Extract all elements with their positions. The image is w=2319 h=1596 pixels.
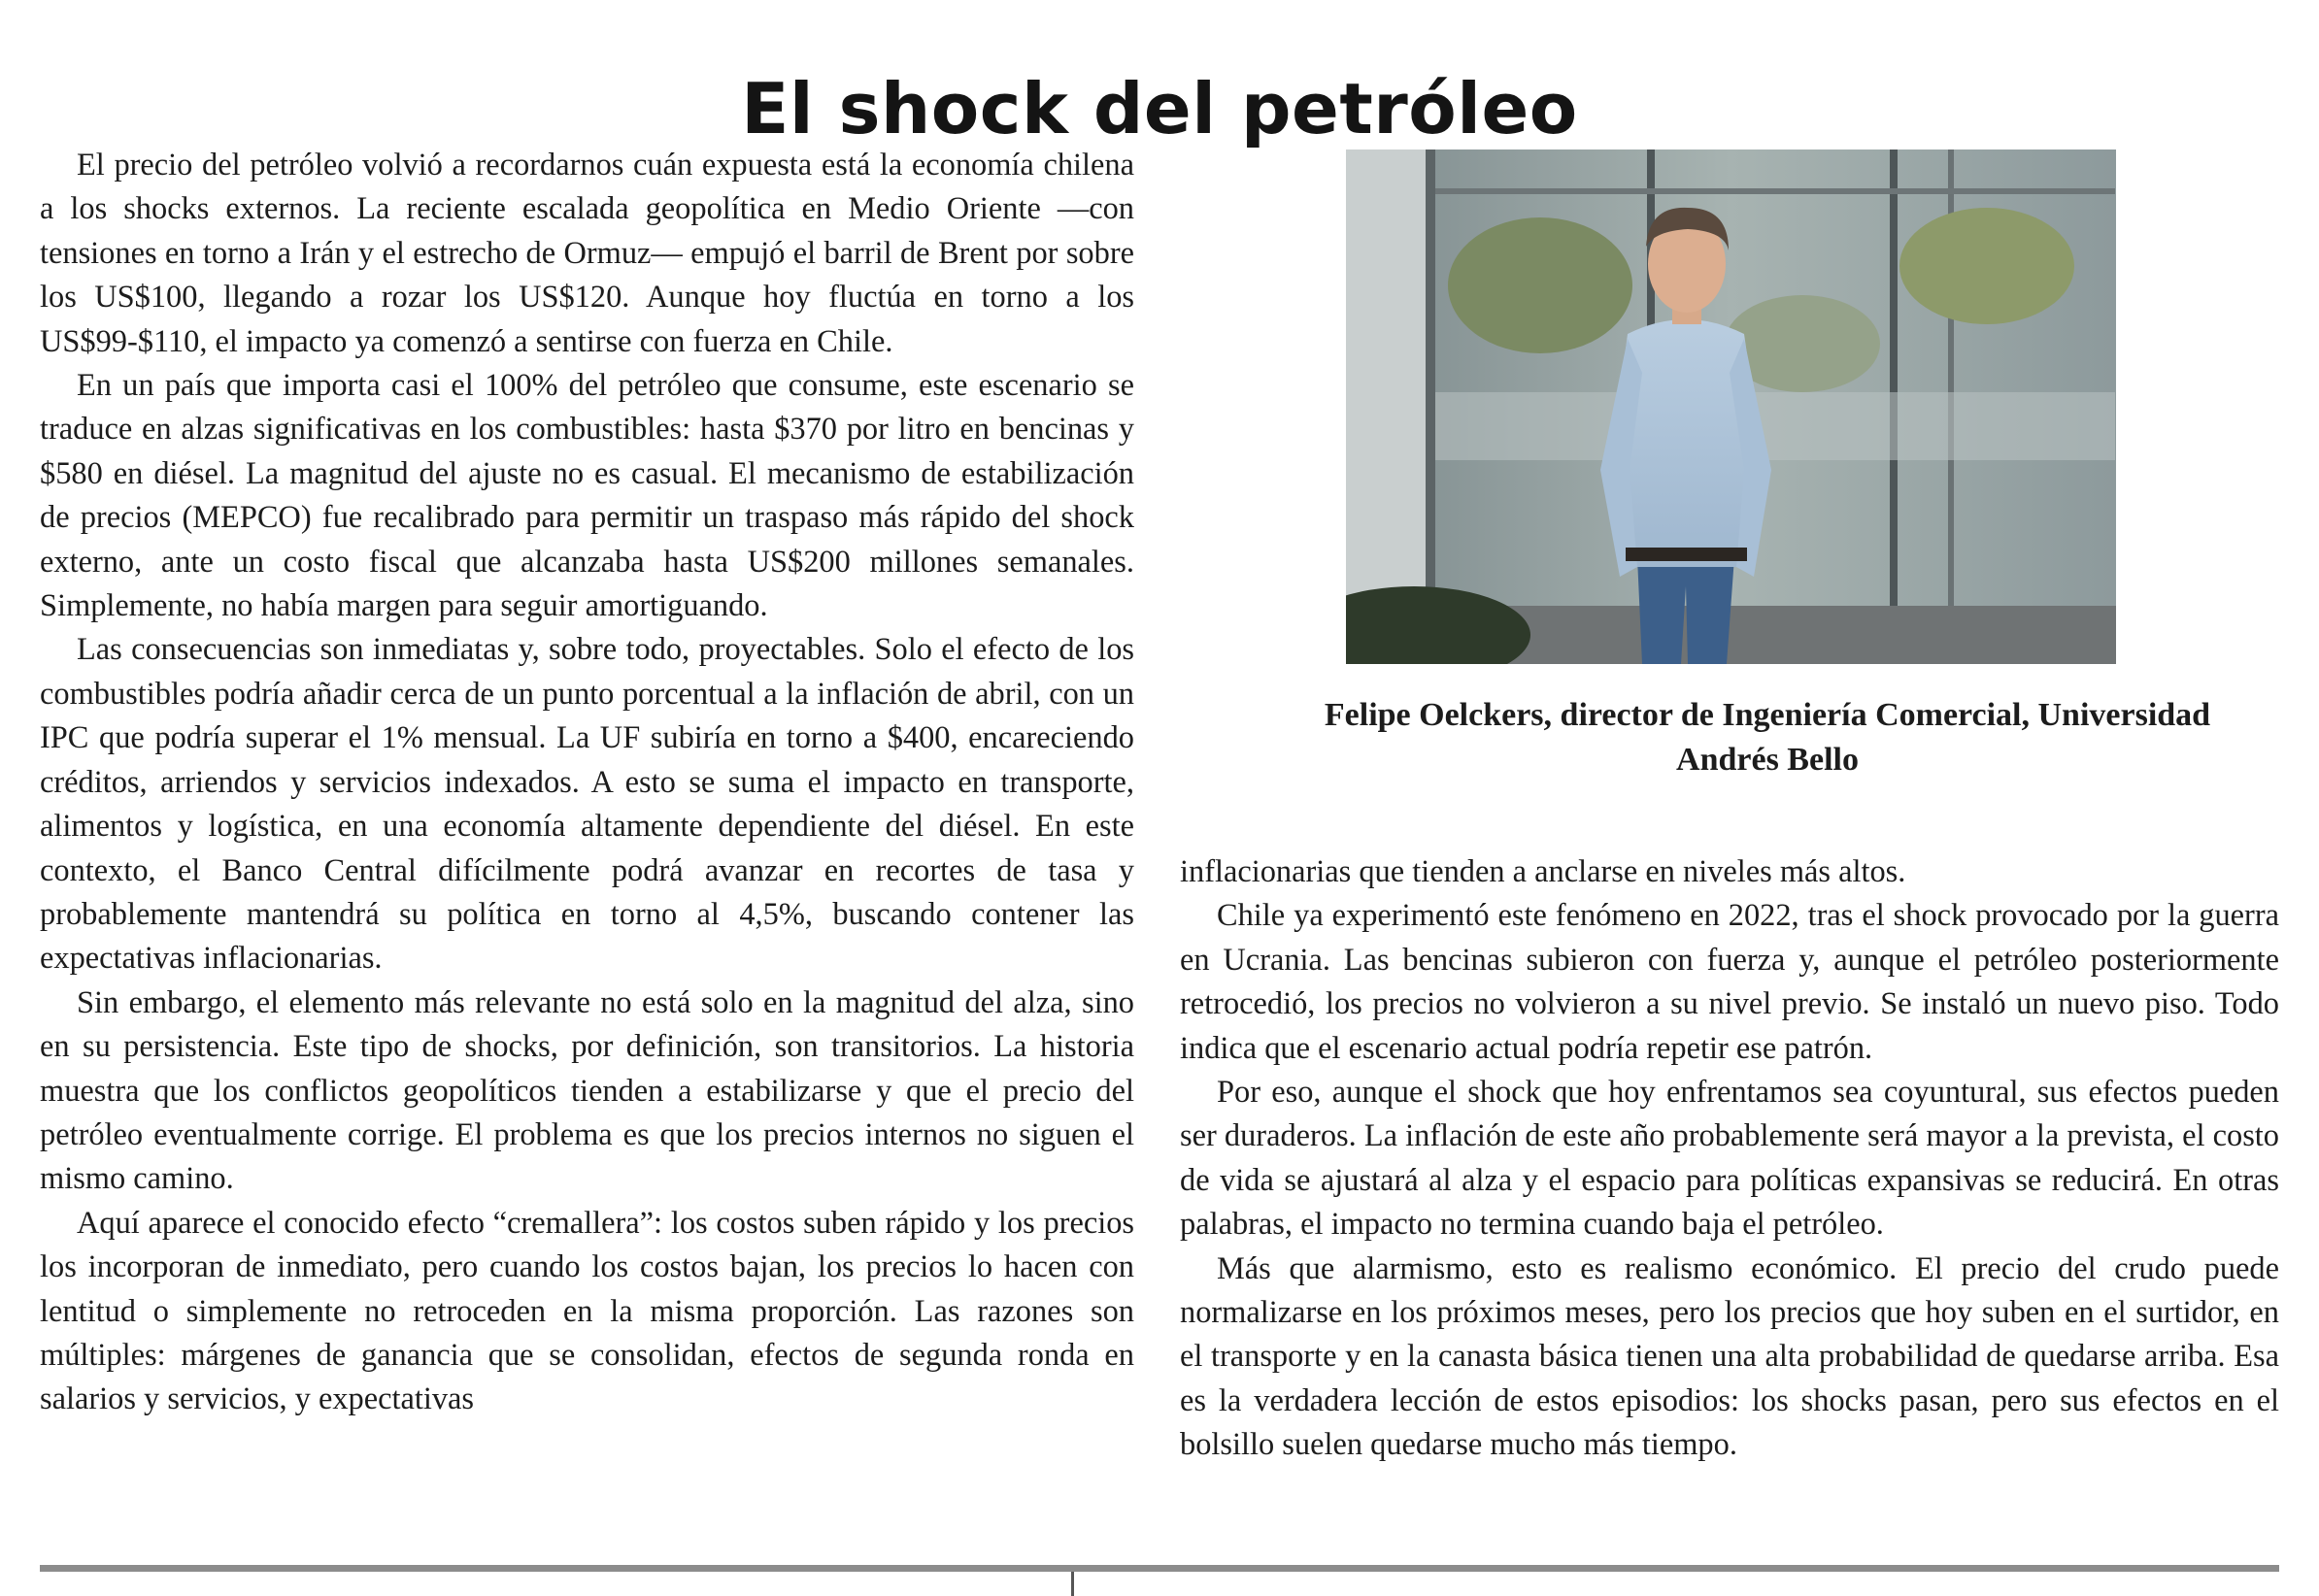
paragraph: Sin embargo, el elemento más relevante no está solo en la magnitud del alza, sino en su persistencia. Este tipo de shocks, por definición, son transitorios. La historia muestra que los conflictos geopolíticos tienden a estabilizarse y que el precio del petróleo eventualmente corrige. El problema es que los precios internos no siguen el mismo camino.	[40, 984, 1134, 1197]
paragraph: El precio del petróleo volvió a recordarnos cuán expuesta está la economía chilena a los shocks externos. La reciente escalada geopolítica en Medio Oriente —con tensiones en torno a Irán y el estrecho de Ormuz— empujó el barril de Brent por sobre los US$100, llegando a rozar los US$120. Aunque hoy fluctúa en torno a los US$99-$110, el impacto ya comenzó a sentirse con fuerza en Chile.	[40, 148, 1134, 359]
paragraph-continuation: inflacionarias que tienden a anclarse en niveles más altos.	[1180, 854, 1906, 889]
caption-line: Andrés Bello	[1676, 742, 1859, 778]
paragraph: Chile ya experimentó este fenómeno en 2022, tras el shock provocado por la guerra en Ucrania. Las bencinas subieron con fuerza y, aunque el petróleo posteriormente retrocedió, los precios no volvieron a su nivel previo. Se instaló un nuevo piso. Todo indica que el escenario actual podría repetir ese patrón.	[1180, 898, 2279, 1066]
author-photo	[1346, 150, 2116, 664]
article-column-right	[1180, 850, 2279, 1468]
article-title: El shock del petróleo	[741, 68, 1578, 150]
paragraph: Por eso, aunque el shock que hoy enfrentamos sea coyuntural, sus efectos pueden ser duraderos. La inflación de este año probablemente será mayor a la prevista, el costo de vida se ajustará al alza y el espacio para políticas expansivas se reducirá. En otras palabras, el impacto no termina cuando baja el petróleo.	[1180, 1075, 2279, 1243]
paragraph: Las consecuencias son inmediatas y, sobre todo, proyectables. Solo el efecto de los combustibles podría añadir cerca de un punto porcentual a la inflación de abril, con un IPC que podría superar el 1% mensual. La UF subiría en torno a $400, encareciendo créditos, arriendos y servicios indexados. A esto se suma el impacto en transporte, alimentos y logística, en una economía altamente dependiente del diésel. En este contexto, el Banco Central difícilmente podrá avanzar en recortes de tasa y probablemente mantendrá su política en torno al 4,5%, buscando contener las expectativas inflacionarias.	[40, 632, 1134, 977]
caption-line: Felipe Oelckers, director de Ingeniería Comercial, Universidad	[1324, 697, 2211, 733]
paragraph: En un país que importa casi el 100% del petróleo que consume, este escenario se traduce en alzas significativas en los combustibles: hasta $370 por litro en bencinas y $580 en diésel. La magnitud del ajuste no es casual. El mecanismo de estabilización de precios (MEPCO) fue recalibrado para permitir un traspaso más rápido del shock externo, ante un costo fiscal que alcanzaba hasta US$200 millones semanales. Simplemente, no había margen para seguir amortiguando.	[40, 368, 1134, 624]
bottom-rule	[40, 1565, 2279, 1572]
column-divider-tick	[1071, 1572, 1074, 1596]
article-column-left	[40, 144, 1134, 1422]
photo-caption	[1262, 693, 2272, 782]
paragraph: Más que alarmismo, esto es realismo económico. El precio del crudo puede normalizarse en los próximos meses, pero los precios que hoy suben en el surtidor, en el transporte y en la canasta básica tienen una alta probabilidad de quedarse arriba. Esa es la verdadera lección de estos episodios: los shocks pasan, pero sus efectos en el bolsillo suelen quedarse mucho más tiempo.	[1180, 1250, 2279, 1463]
paragraph: Aquí aparece el conocido efecto “cremallera”: los costos suben rápido y los precios los incorporan de inmediato, pero cuando los costos bajan, los precios lo hacen con lentitud o simplemente no retroceden en la misma proporción. Las razones son múltiples: márgenes de ganancia que se consolidan, efectos de segunda ronda en salarios y servicios, y expectativas	[40, 1205, 1134, 1417]
